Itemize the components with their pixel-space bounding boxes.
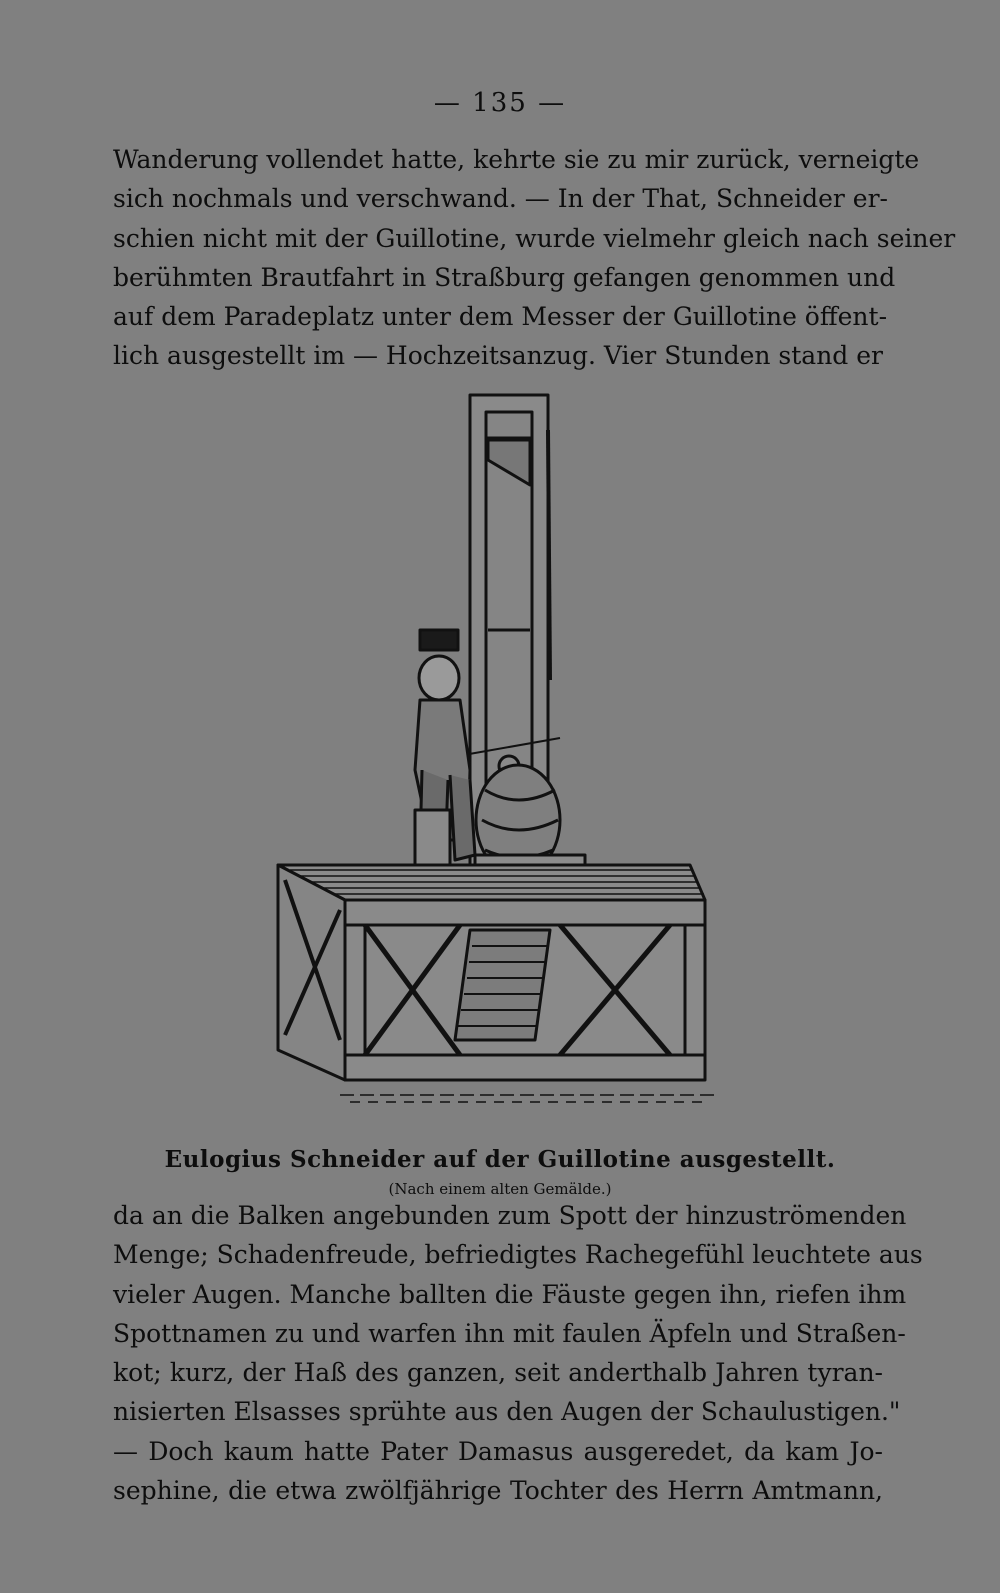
text-line: kot; kurz, der Haß des ganzen, seit anderthalb Jahren tyran- [113,1358,883,1388]
text-line: Spottnamen zu und warfen ihn mit faulen Äpfeln und Straßen- [113,1318,906,1348]
text-line: da an die Balken angebunden zum Spott der hinzuströmenden [113,1201,907,1230]
text-line: schien nicht mit der Guillotine, wurde vielmehr gleich nach seiner [113,223,956,253]
text-line: vieler Augen. Manche ballten die Fäuste gegen ihn, riefen ihm [113,1279,907,1309]
paragraph-bottom [113,1196,923,1510]
text-line: berühmten Brautfahrt in Straßburg gefangen genommen und [113,262,896,292]
figure-caption: Eulogius Schneider auf der Guillotine ausgestellt. [164,1146,836,1173]
text-line: — Doch kaum hatte Pater Damasus ausgeredet, da kam Jo- [113,1436,883,1466]
figure-subcaption: (Nach einem alten Gemälde.) [388,1180,612,1198]
paragraph-top [113,140,956,376]
text-line: Wanderung vollendet hatte, kehrte sie zu mir zurück, verneigte [113,145,920,174]
text-line: auf dem Paradeplatz unter dem Messer der Guillotine öffent- [113,302,888,332]
text-line: lich ausgestellt im — Hochzeitsanzug. Vier Stunden stand er [113,341,883,371]
text-line: sich nochmals und verschwand. — In der That, Schneider er- [113,184,888,214]
text-line: sephine, die etwa zwölfjährige Tochter des Herrn Amtmann, [113,1476,883,1506]
text-line: Menge; Schadenfreude, befriedigtes Rachegefühl leuchtete aus [113,1240,923,1270]
page-number: — 135 — [433,88,567,118]
guillotine-drawing [270,390,730,1140]
text-line: nisierten Elsasses sprühte aus den Augen der Schaulustigen." [113,1397,901,1427]
guillotine-illustration [270,390,730,1140]
